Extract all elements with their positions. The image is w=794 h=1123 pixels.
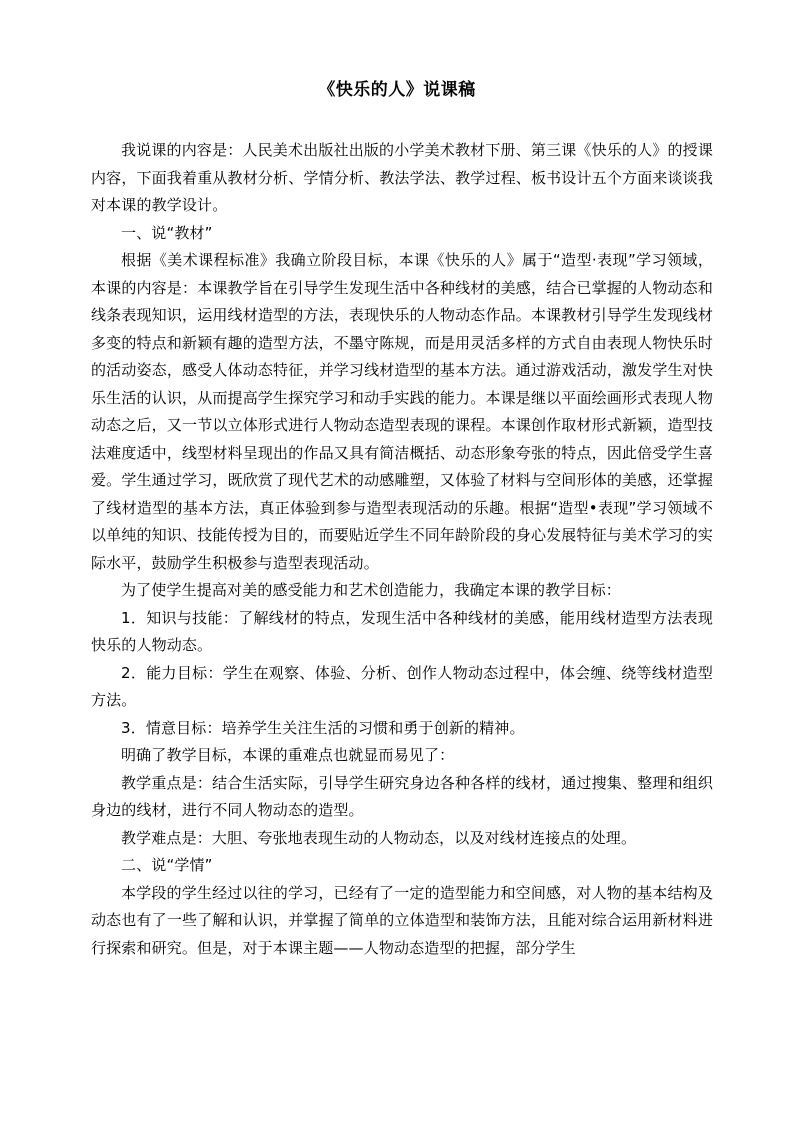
paragraph-teaching-difficulty: 教学难点是：大胆、夸张地表现生动的人物动态，以及对线材连接点的处理。 [121,828,637,847]
section-heading-students: 二、说“学情” [121,856,213,874]
section-heading-textbook: 一、说“教材” [121,223,213,242]
paragraph-teaching-focus: 教学重点是：结合生活实际，引导学生研究身边各种各样的线材，通过搜集、整理和组织身边的线材，进行不同人物动态的造型。 [91,773,713,819]
paragraph-intro: 我说课的内容是：人民美术出版社出版的小学美术教材下册、第三课《快乐的人》的授课内容，下面我着重从教材分析、学情分析、教法学法、教学过程、板书设计五个方面来谈谈我对本课的教学设计。 [91,141,713,214]
paragraph-objectives-intro: 为了使学生提高对美的感受能力和艺术创造能力，我确定本课的教学目标： [121,581,621,599]
document-body [91,137,713,962]
paragraph-key-points-intro: 明确了教学目标，本课的重难点也就显而易见了： [121,746,455,764]
document-title: 《快乐的人》说课稿 [318,80,476,100]
paragraph-objective-ability: 2．能力目标：学生在观察、体验、分析、创作人物动态过程中，体会缠、绕等线材造型方法。 [91,663,713,709]
paragraph-student-analysis: 本学段的学生经过以往的学习，已经有了一定的造型能力和空间感，对人物的基本结构及动态也有了一些了解和认识，并掌握了简单的立体造型和装饰方法，且能对综合运用新材料进行探索和研究。但是，对于本课主题——人物动态造型的把握，部分学生 [91,883,713,957]
paragraph-textbook-analysis: 根据《美术课程标准》我确立阶段目标，本课《快乐的人》属于“造型·表现”学习领域，本课的内容是：本课教学旨在引导学生发现生活中各种线材的美感，结合已掌握的人物动态和线条表现知识，运用线材造型的方法，表现快乐的人物动态作品。本课教材引导学生发现线材多变的特点和新颖有趣的造型方法，不墨守陈规，而是用灵活多样的方式自由表现人物快乐时的活动姿态，感受人体动态特征，并学习线材造型的基本方法。通过游戏活动，激发学生对快乐生活的认识，从而提高学生探究学习和动手实践的能力。本课是继以平面绘画形式表现人物动态之后，又一节以立体形式进行人物动态造型表现的课程。本课创作取材形式新颖，造型技法难度适中，线型材料呈现出的作品又具有简洁概括、动态形象夸张的特点，因此倍受学生喜爱。学生通过学习，既欣赏了现代艺术的动感雕塑，又体验了材料与空间形体的美感，还掌握了线材造型的基本方法，真正体验到参与造型表现活动的乐趣。根据“造型•表现”学习领域不以单纯的知识、技能传授为目的，而要贴近学生不同年龄阶段的身心发展特征与美术学习的实际水平，鼓励学生积极参与造型表现活动。 [91,251,713,572]
paragraph-objective-emotion: 3．情意目标：培养学生关注生活的习惯和勇于创新的精神。 [121,718,525,737]
paragraph-objective-knowledge: 1．知识与技能：了解线材的特点，发现生活中各种线材的美感，能用线材造型方法表现快乐的人物动态。 [91,608,713,654]
